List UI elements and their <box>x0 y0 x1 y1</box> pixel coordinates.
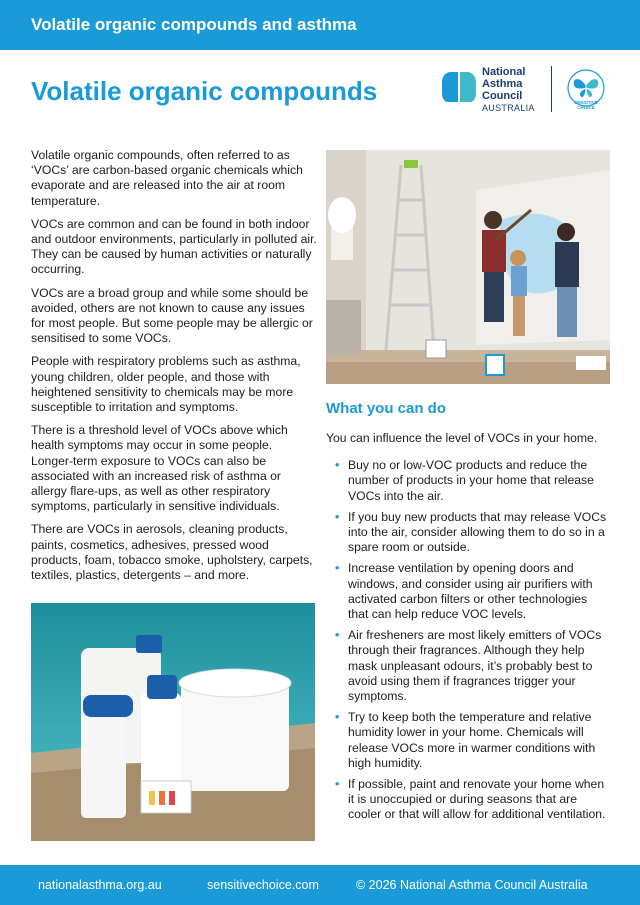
tip-item: • Try to keep both the temperature and relative humidity lower in your home. Chemicals will release VOCs more in warmer conditions with high humidity. <box>326 710 610 771</box>
tip-item: • Increase ventilation by opening doors and windows, and consider using air purifiers with activated carbon filters or other technologies that can help reduce VOC levels. <box>326 561 610 622</box>
tip-item: • Air fresheners are most likely emitters of VOCs through their fragrances. Although they help mask unpleasant odours, it’s probably best to avoid using them if fragrances trigger your symptoms. <box>326 628 610 704</box>
banner-title: Volatile organic compounds and asthma <box>31 15 357 34</box>
tip-item: • If possible, paint and renovate your home when it is unoccupied or during seasons that are cooler or that will allow for additional ventilation. <box>326 777 610 823</box>
nac-logo-line: Council <box>482 90 523 102</box>
sensitive-choice-line: SENSITIVE <box>574 100 598 105</box>
body-paragraph: People with respiratory problems such as asthma, young children, older people, and those with heightened sensitivity to chemicals may be more susceptible to irritation and symptoms. <box>31 354 301 415</box>
sensitive-choice-text <box>566 100 606 110</box>
body-paragraph: There are VOCs in aerosols, cleaning products, paints, cosmetics, adhesives, pressed wood products, foam, tobacco smoke, upholstery, carpets, textiles, plastics, detergents – and more. <box>31 522 313 583</box>
nac-logo-line: Asthma <box>482 78 523 90</box>
body-paragraph: VOCs are a broad group and while some should be avoided, others are not known to cause any issues for most people. But some people may be allergic or sensitised to some VOCs. <box>31 285 313 346</box>
left-column <box>31 148 317 591</box>
logo-divider <box>551 66 552 112</box>
lungs-icon <box>442 68 476 104</box>
family-painting-photo <box>326 150 610 384</box>
body-paragraph: VOCs are common and can be found in both indoor and outdoor environments, particularly in polluted air. They can be caused by human activities or naturally occurring. <box>31 216 317 277</box>
family-painting-illustration <box>326 150 610 384</box>
section-intro: You can influence the level of VOCs in your home. <box>326 431 598 445</box>
national-asthma-council-logo <box>442 64 542 114</box>
cleaning-products-photo <box>31 603 315 841</box>
footer <box>0 865 640 905</box>
footer-copyright: © 2026 National Asthma Council Australia <box>356 878 588 892</box>
page-title: Volatile organic compounds <box>31 76 378 106</box>
tip-item: • If you buy new products that may release VOCs into the air, consider allowing them to do so in a spare room or outside. <box>326 510 610 556</box>
tip-item: • Buy no or low-VOC products and reduce the number of products in your home that release VOCs into the air. <box>326 458 610 504</box>
footer-link-nationalasthma[interactable]: nationalasthma.org.au <box>38 878 162 892</box>
footer-link-sensitivechoice[interactable]: sensitivechoice.com <box>207 878 319 892</box>
top-banner <box>0 0 640 50</box>
cleaning-products-illustration <box>31 603 315 841</box>
nac-logo-line: National <box>482 66 526 78</box>
body-paragraph: There is a threshold level of VOCs above which health symptoms may occur in some people. Longer-term exposure to VOCs can also be associated with an increased risk of asthma or allergy flare-ups, as well as other respiratory symptoms, particularly in sensitive individuals. <box>31 423 288 514</box>
sensitive-choice-line: CHOICE <box>577 105 595 110</box>
section-heading: What you can do <box>326 400 446 417</box>
nac-logo-text <box>482 66 535 114</box>
right-column <box>326 400 610 829</box>
body-paragraph: Volatile organic compounds, often referred to as ‘VOCs’ are carbon-based organic chemicals which evaporate and are released into the air at room temperature. <box>31 148 303 208</box>
tips-list <box>326 458 610 822</box>
nac-logo-line: AUSTRALIA <box>482 103 535 113</box>
sensitive-choice-logo <box>566 68 606 112</box>
